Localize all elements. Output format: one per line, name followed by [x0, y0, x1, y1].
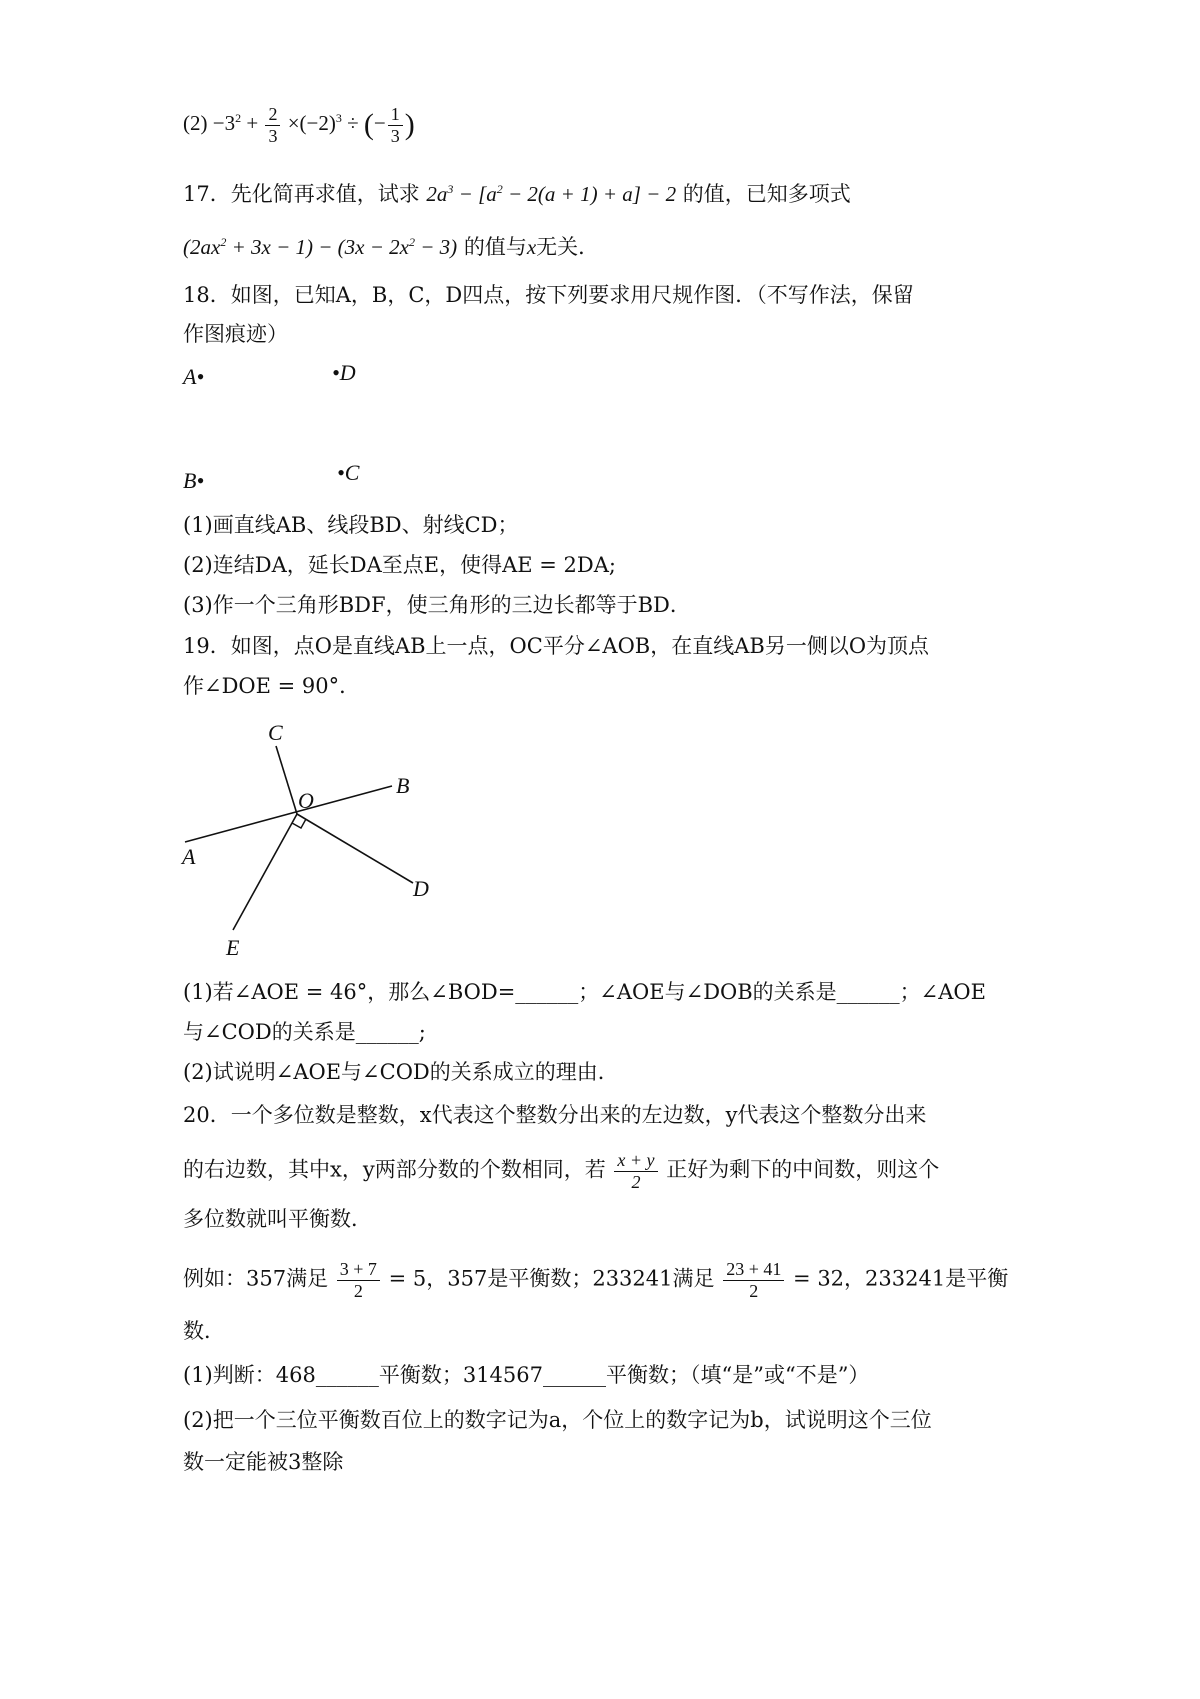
- problem-20-step-2a: (2)把一个三位平衡数百位上的数字记为a，个位上的数字记为b，试说明这个三位: [183, 1408, 932, 1432]
- problem-19-step-1a: (1)若∠AOE = 46°，那么∠BOD=______；∠AOE与∠DOB的关系是______；∠AOE: [183, 980, 986, 1004]
- point-C-label: •C: [337, 460, 360, 485]
- problem-19-step-1b: 与∠COD的关系是______;: [183, 1020, 426, 1044]
- ray-OD: [297, 814, 413, 883]
- problem-18-line-1: 18．如图，已知A，B，C，D四点，按下列要求用尺规作图．（不写作法，保留: [183, 283, 914, 307]
- problem-18-line-2: 作图痕迹）: [183, 322, 288, 346]
- problem-20-example: 例如：357满足 $\frac{3 + 7}{2}$ = 5，357是平衡数；233241满足 $\frac{23 + 41}{2}$ = 32，233241是平衡: [183, 1259, 1009, 1301]
- point-D-label: •D: [332, 360, 356, 385]
- point-B-label: B•: [183, 468, 205, 493]
- problem-16-part-2: $(2) -3^2$ + $\frac{2}{3}$ $\times(-2)^3$ ÷ (− $\frac{1}{3}$ ): [183, 104, 415, 146]
- fraction: $\frac{23 + 41}{2}$: [723, 1259, 784, 1301]
- label-A: A: [182, 844, 196, 869]
- ray-OE: [233, 814, 297, 930]
- problem-20-example-line-2: 数．: [183, 1319, 225, 1343]
- problem-20-step-1: (1)判断：468______平衡数；314567______平衡数；（填“是”或“不是”）: [183, 1363, 870, 1387]
- fraction: $\frac{2}{3}$: [265, 104, 280, 146]
- point-A-label: A•: [183, 364, 205, 389]
- label-E: E: [226, 935, 240, 960]
- problem-18-step-3: (3)作一个三角形BDF，使三角形的三边长都等于BD．: [183, 593, 691, 617]
- problem-17-line-1: 17．先化简再求值，试求 $2a^3 - [a^2 - 2(a + 1) + a] - 2$ 的值，已知多项式: [183, 182, 851, 206]
- label-D: D: [413, 876, 429, 901]
- line-AB: [185, 786, 392, 842]
- problem-20-step-2b: 数一定能被3整除: [183, 1450, 344, 1474]
- problem-18-step-2: (2)连结DA，延长DA至点E，使得AE = 2DA;: [183, 553, 616, 577]
- problem-20-line-1: 20．一个多位数是整数，x代表这个整数分出来的左边数，y代表这个整数分出来: [183, 1103, 927, 1127]
- fraction: $\frac{3 + 7}{2}$: [337, 1259, 380, 1301]
- problem-20-line-3: 多位数就叫平衡数．: [183, 1207, 372, 1231]
- problem-19-line-2: 作∠DOE = 90°．: [183, 674, 361, 698]
- ray-OC: [276, 746, 297, 814]
- fraction: $\frac{1}{3}$: [388, 104, 403, 146]
- label-B: B: [396, 773, 410, 798]
- angle-figure: [170, 710, 460, 960]
- fraction: $\frac{x + y}{2}$: [614, 1150, 657, 1192]
- problem-20-line-2: 的右边数，其中x，y两部分数的个数相同，若 $\frac{x + y}{2}$ 正好为剩下的中间数，则这个: [183, 1150, 940, 1192]
- label-C: C: [268, 720, 283, 745]
- label-O: O: [298, 788, 314, 813]
- problem-19-step-2: (2)试说明∠AOE与∠COD的关系成立的理由．: [183, 1060, 619, 1084]
- problem-19-line-1: 19．如图，点O是直线AB上一点，OC平分∠AOB，在直线AB另一侧以O为顶点: [183, 634, 930, 658]
- problem-17-line-2: $(2ax^2 + 3x - 1) - (3x - 2x^2 - 3)$ 的值与x无关．: [183, 235, 600, 259]
- problem-18-step-1: (1)画直线AB、线段BD、射线CD；: [183, 513, 519, 537]
